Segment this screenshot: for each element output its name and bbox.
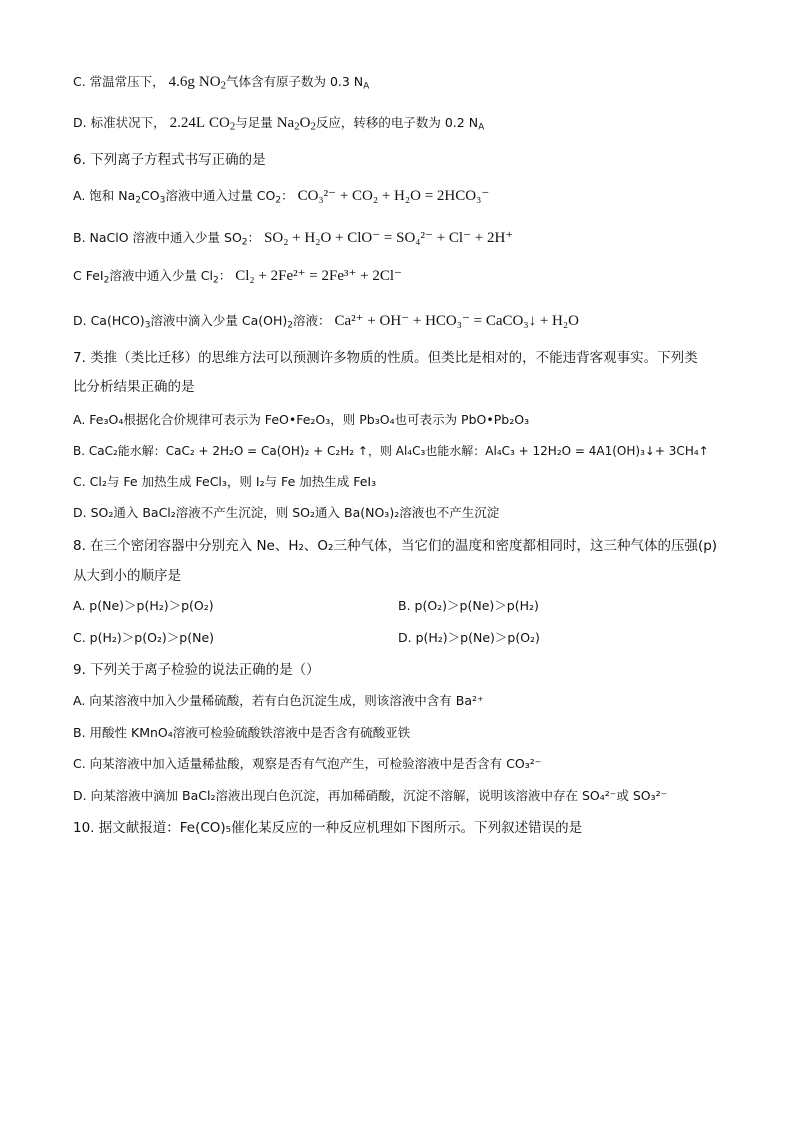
q5-d-prefix: D. 标准状况下， xyxy=(73,115,166,130)
q9-option-a: A. 向某溶液中加入少量稀硫酸，若有白色沉淀生成，则该溶液中含有 Ba²⁺ xyxy=(73,693,484,708)
q6-a-formula: CO₃²⁻ + CO₂ + H₂O = 2HCO₃⁻ xyxy=(297,188,490,204)
q6-option-d: D. $Ca(HCO)_3$溶液中滴入少量 $Ca(OH)_2$溶液： Ca²⁺ + OH⁻ + HCO₃⁻ = CaCO₃↓ + H₂O xyxy=(73,313,579,331)
q5-d-co2: $CO_2$ xyxy=(208,115,236,133)
q7-stem-line2: 比分析结果正确的是 xyxy=(73,379,195,395)
q8-option-a: A. p(Ne)＞p(H₂)＞p(O₂) xyxy=(73,598,214,613)
q6-b-formula: SO₂ + H₂O + ClO⁻ = SO₄²⁻ + Cl⁻ + 2H⁺ xyxy=(264,230,514,246)
q5-c-sub: A xyxy=(363,81,370,92)
q6-stem: 6. 下列离子方程式书写正确的是 xyxy=(73,152,266,168)
q5-d-suffix: 反应，转移的电子数为 0.2 N xyxy=(315,115,479,130)
q7-option-b: B. CaC₂能水解：CaC₂ + 2H₂O = Ca(OH)₂ + C₂H₂ ↑，则 Al₄C₃也能水解：Al₄C₃ + 12H₂O = 4A1(OH)₃↓+ 3CH₄↑ xyxy=(73,444,709,458)
q7-option-d: D. SO₂通入 BaCl₂溶液不产生沉淀，则 SO₂通入 Ba(NO₃)₂溶液也不产生沉淀 xyxy=(73,505,500,520)
q5-c-prefix: C. 常温常压下， xyxy=(73,74,165,89)
q7-option-a: A. Fe₃O₄根据化合价规律可表示为 FeO•Fe₂O₃，则 Pb₃O₄也可表示为 PbO•Pb₂O₃ xyxy=(73,412,530,427)
q5-option-c xyxy=(73,72,369,92)
q5-d-mid: 与足量 xyxy=(235,115,273,130)
q8-stem-line1: 8. 在三个密闭容器中分别充入 Ne、H₂、O₂三种气体，当它们的温度和密度都相同时，这三种气体的压强(p) xyxy=(73,538,718,554)
q9-option-c: C. 向某溶液中加入适量稀盐酸，观察是否有气泡产生，可检验溶液中是否含有 CO₃²⁻ xyxy=(73,756,542,771)
q6-option-b: B. NaClO 溶液中通入少量 $SO_2$： SO₂ + H₂O + ClO⁻ = SO₄²⁻ + Cl⁻ + 2H⁺ xyxy=(73,230,514,248)
q5-d-sub: A xyxy=(478,122,485,133)
q5-c-mass: 4.6g xyxy=(168,74,195,90)
q5-d-na2o2: $Na_2O_2$ xyxy=(276,115,316,133)
q5-c-no2: $NO_2$ xyxy=(198,74,226,92)
q8-stem-line2: 从大到小的顺序是 xyxy=(73,568,181,584)
q9-stem: 9. 下列关于离子检验的说法正确的是（） xyxy=(73,662,320,678)
q6-option-c: C FeI$_2$溶液中通入少量 $Cl_2$： Cl₂ + 2Fe²⁺ = 2Fe³⁺ + 2Cl⁻ xyxy=(73,268,402,286)
q9-option-d: D. 向某溶液中滴加 BaCl₂溶液出现白色沉淀，再加稀硝酸，沉淀不溶解，说明该溶液中存在 SO₄²⁻或 SO₃²⁻ xyxy=(73,788,668,803)
q6-option-a: A. 饱和 $Na_2CO_3$溶液中通入过量 $CO_2$： CO₃²⁻ + CO₂ + H₂O = 2HCO₃⁻ xyxy=(73,188,490,206)
q8-option-b: B. p(O₂)＞p(Ne)＞p(H₂) xyxy=(398,598,539,613)
q6-d-formula: Ca²⁺ + OH⁻ + HCO₃⁻ = CaCO₃↓ + H₂O xyxy=(334,313,579,329)
q7-option-c: C. Cl₂与 Fe 加热生成 FeCl₃，则 I₂与 Fe 加热生成 FeI₃ xyxy=(73,474,377,489)
q5-option-d xyxy=(73,113,484,133)
q10-stem: 10. 据文献报道：Fe(CO)₅催化某反应的一种反应机理如下图所示。下列叙述错误的是 xyxy=(73,820,583,836)
q6-c-formula: Cl₂ + 2Fe²⁺ = 2Fe³⁺ + 2Cl⁻ xyxy=(235,268,402,284)
q9-option-b: B. 用酸性 KMnO₄溶液可检验硫酸铁溶液中是否含有硫酸亚铁 xyxy=(73,725,411,740)
q5-d-vol: 2.24L xyxy=(169,115,205,131)
q8-option-d: D. p(H₂)＞p(Ne)＞p(O₂) xyxy=(398,630,540,645)
q8-option-c: C. p(H₂)＞p(O₂)＞p(Ne) xyxy=(73,630,215,645)
q5-c-suffix: 气体含有原子数为 0.3 N xyxy=(225,74,364,89)
q7-stem-line1: 7. 类推（类比迁移）的思维方法可以预测许多物质的性质。但类比是相对的，不能违背客观事实。下列类 xyxy=(73,350,698,366)
